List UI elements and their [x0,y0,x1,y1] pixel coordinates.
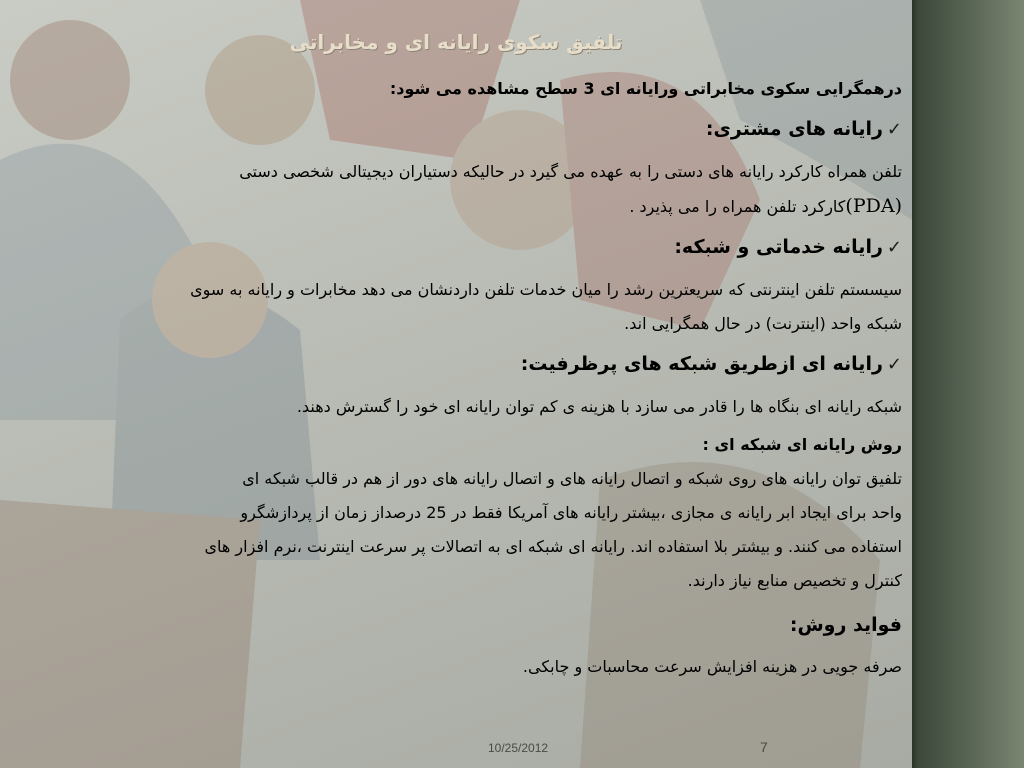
checkmark-icon: ✓ [886,237,902,258]
intro-text: درهمگرایی سکوی مخابراتی ورایانه ای 3 سطح مشاهده می شود: [389,79,902,98]
body-text-rest: کارکرد تلفن همراه را می پذیرد . [629,197,846,216]
body-text: استفاده می کنند. و بیشتر بلا استفاده اند. رایانه ای شبکه ای به اتصالات پر سرعت اینترنت ،نرم افزار های [204,537,902,556]
body-text: تلفن همراه کارکرد رایانه های دستی را به عهده می گیرد در حالیکه دستیاران دیجیتالی شخصی دستی [239,162,902,181]
right-decorative-strip [912,0,1024,768]
pda-term: (PDA) [845,195,902,217]
section-heading-client-label: رایانه های مشتری: [705,118,883,140]
checkmark-icon: ✓ [886,119,902,140]
section-heading-network-label: رایانه ای ازطریق شبکه های پرظرفیت: [520,353,883,375]
strip-shadow [912,0,918,768]
body-text: صرفه جویی در هزینه افزایش سرعت محاسبات و چابکی. [522,657,902,676]
page-number: 7 [760,739,768,755]
body-text [60,189,902,224]
slide-title: تلفیق سکوی رایانه ای و مخابراتی [289,30,623,54]
body-text: شبکه واحد (اینترنت) در حال همگرایی اند. [624,314,902,333]
body-text: واحد برای ایجاد ابر رایانه ی مجازی ،بیشتر رایانه های آمریکا فقط در 25 درصداز زمان از پردازشگرو [240,503,902,522]
section-heading-server [60,228,902,267]
body-text: شبکه رایانه ای بنگاه ها را قادر می سازد با هزینه ی کم توان رایانه ای خود را گسترش دهند. [296,397,902,416]
body-text: سیسستم تلفن اینترنتی که سریعترین رشد را میان خدمات تلفن داردنشان می دهد مخابرات و رایانه به سوی [190,280,902,299]
body-text: تلفیق توان رایانه های روی شبکه و اتصال رایانه های و اتصال رایانه های دور از هم در قالب شبکه ای [242,469,902,488]
checkmark-icon: ✓ [886,354,902,375]
section-heading-network [60,345,902,384]
benefits-heading: فواید روش: [789,614,902,636]
section-heading-client [60,110,902,149]
body-text: کنترل و تخصیص منابع نیاز دارند. [687,571,902,590]
section-heading-server-label: رایانه خدماتی و شبکه: [674,236,883,258]
method-heading: روش رایانه ای شبکه ای : [702,435,902,454]
slide-body [60,72,902,684]
footer-date: 10/25/2012 [488,741,549,755]
